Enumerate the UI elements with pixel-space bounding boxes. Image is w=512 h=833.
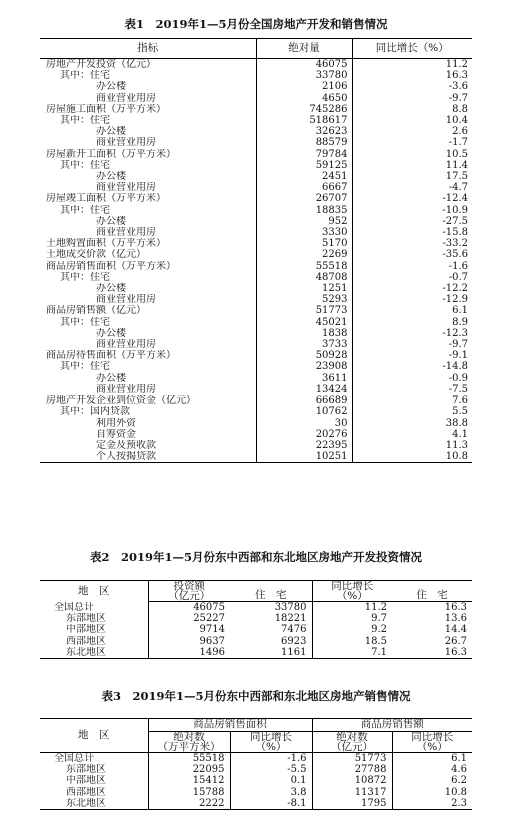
table1-row — [40, 328, 472, 339]
table2-row-region: 全国总计 — [54, 601, 94, 613]
table1-row-value: 1251 — [256, 283, 352, 294]
table1-row-growth: 11.4 — [352, 160, 472, 171]
table2-row-growth-residential: 13.6 — [444, 613, 467, 625]
table2-row-residential: 1161 — [281, 646, 307, 658]
table1-header-absolute: 绝对量 — [256, 39, 352, 59]
table1-row — [40, 373, 472, 384]
table1-row-label: 其中：住宅 — [60, 316, 110, 328]
table1-row-growth: -12.3 — [352, 328, 472, 339]
table1-row — [40, 59, 472, 71]
table2-row — [40, 647, 472, 659]
table1-row — [40, 294, 472, 305]
table1-row-label: 办公楼 — [96, 171, 126, 183]
table1-row-value: 13424 — [256, 384, 352, 395]
table1-row — [40, 283, 472, 294]
table2-row — [40, 636, 472, 647]
table1-row — [40, 227, 472, 238]
table1-header-growth: 同比增长（%） — [352, 39, 472, 59]
table3-row-area: 15788 — [148, 787, 230, 798]
table1-row — [40, 406, 472, 417]
table1-row — [40, 440, 472, 451]
table1-row-label: 办公楼 — [96, 126, 126, 138]
table1-row-value: 50928 — [256, 350, 352, 361]
table1-row-label: 办公楼 — [96, 81, 126, 93]
table2-row-region: 东部地区 — [66, 613, 106, 625]
table1-row-growth: -12.9 — [352, 294, 472, 305]
table1-row-growth: -9.7 — [352, 93, 472, 104]
table2 — [40, 580, 472, 659]
table2-row-residential: 18221 — [274, 613, 307, 625]
table1-row-value: 45021 — [256, 317, 352, 328]
table3-row — [40, 798, 472, 810]
table1-row-growth: 8.9 — [352, 317, 472, 328]
table1-row-label: 其中：住宅 — [60, 115, 110, 127]
table1-row-value: 59125 — [256, 160, 352, 171]
table3-row-sales: 27788 — [312, 764, 392, 775]
table1-row — [40, 317, 472, 328]
table1-row — [40, 305, 472, 316]
table1-row-value: 79784 — [256, 149, 352, 160]
table1-row-label: 其中：住宅 — [60, 271, 110, 283]
table1-row-value: 88579 — [256, 137, 352, 148]
table2-row-investment: 1496 — [148, 647, 230, 659]
table3-row — [40, 787, 472, 798]
table1-row-value: 518617 — [256, 115, 352, 126]
table1-row-value: 51773 — [256, 305, 352, 316]
table1-row-growth: 38.8 — [352, 418, 472, 429]
table1-row-label: 房屋新开工面积（万平方米） — [46, 148, 176, 160]
table1-row-label: 商业营业用房 — [96, 383, 156, 395]
table3-row-area-growth: 0.1 — [230, 775, 312, 786]
table3-row-area-growth: -8.1 — [230, 798, 312, 810]
table3-body — [40, 753, 472, 810]
table3-row-region: 西部地区 — [66, 786, 106, 798]
table3-row-sales: 1795 — [312, 798, 392, 810]
table3-header-region: 地 区 — [40, 719, 148, 753]
table1-row — [40, 182, 472, 193]
table2-row-region: 中部地区 — [66, 624, 106, 636]
table3-title: 表3 2019年1—5月份东中西部和东北地区房地产销售情况 — [101, 689, 411, 703]
table3-row — [40, 775, 472, 786]
table1-row-growth: -9.1 — [352, 350, 472, 361]
table1-row-label: 房地产开发投资（亿元） — [46, 59, 156, 70]
table1-row-growth: 4.1 — [352, 429, 472, 440]
table3-row-region: 东北地区 — [66, 797, 106, 809]
table1-row-value: 33780 — [256, 70, 352, 81]
table1-row-value: 26707 — [256, 193, 352, 204]
table1-row-value: 18835 — [256, 205, 352, 216]
table1-row-value: 30 — [256, 418, 352, 429]
table1-row-label: 其中：住宅 — [60, 361, 110, 373]
table1-row-label: 利用外资 — [96, 417, 136, 429]
table3-row-region: 全国总计 — [54, 753, 94, 764]
table1-row-growth: 7.6 — [352, 395, 472, 406]
table3-row-sales-growth: 10.8 — [392, 787, 472, 798]
table3-row-region: 东部地区 — [66, 764, 106, 776]
table1-row-value: 5293 — [256, 294, 352, 305]
table1-row — [40, 70, 472, 81]
table1-row-label: 商品房销售额（亿元） — [46, 305, 146, 317]
table3 — [40, 718, 472, 810]
table2-row-region: 东北地区 — [66, 646, 106, 658]
table2-row-residential: 7476 — [281, 624, 307, 636]
table1-row-growth: 11.2 — [352, 59, 472, 71]
table1-row-label: 商业营业用房 — [96, 182, 156, 194]
table1-row-label: 其中：住宅 — [60, 159, 110, 171]
table1-row — [40, 216, 472, 227]
table3-row-sales-growth: 6.1 — [392, 753, 472, 765]
table2-header-growth: 同比增长 （%） — [312, 581, 392, 602]
table1-row-label: 商业营业用房 — [96, 227, 156, 239]
table1-row-growth: -1.7 — [352, 137, 472, 148]
table1-row — [40, 115, 472, 126]
table1-row-growth: -0.9 — [352, 373, 472, 384]
table1-row-label: 其中：国内贷款 — [60, 406, 130, 418]
table1-row — [40, 451, 472, 463]
table1-row-growth: 11.3 — [352, 440, 472, 451]
table1-row-value: 46075 — [256, 59, 352, 71]
table2-row — [40, 613, 472, 624]
table3-header-sales-growth: 同比增长 （%） — [392, 732, 472, 753]
table3-row-area: 22095 — [148, 764, 230, 775]
table1-row-value: 32623 — [256, 126, 352, 137]
table1-row-growth: 16.3 — [352, 70, 472, 81]
table2-header-region: 地 区 — [78, 584, 110, 597]
table1-row-label: 商业营业用房 — [96, 294, 156, 306]
table3-row — [40, 753, 472, 765]
table2-row-growth-residential: 16.3 — [444, 602, 467, 613]
table1-row-label: 办公楼 — [96, 283, 126, 295]
table3-row-area: 2222 — [148, 798, 230, 810]
table1-row-growth: -14.8 — [352, 361, 472, 372]
table3-row-area-growth: 3.8 — [230, 787, 312, 798]
table3-row-area: 55518 — [148, 753, 230, 765]
table1-row-label: 其中：住宅 — [60, 204, 110, 216]
table1-row-growth: -35.6 — [352, 249, 472, 260]
table1-row-label: 办公楼 — [96, 327, 126, 339]
table1-row — [40, 395, 472, 406]
table1-row-value: 20276 — [256, 429, 352, 440]
table1-row-value: 3611 — [256, 373, 352, 384]
table1-row — [40, 126, 472, 137]
table1-row-growth: 5.5 — [352, 406, 472, 417]
table1-row-value: 23908 — [256, 361, 352, 372]
table1-row-growth: 10.5 — [352, 149, 472, 160]
table2-row-investment: 25227 — [148, 613, 230, 624]
table1-row-label: 房地产开发企业到位资金（亿元） — [46, 395, 196, 407]
table1-row — [40, 429, 472, 440]
table3-header-sales-abs: 绝对数 （亿元） — [312, 732, 392, 753]
table3-row-area: 15412 — [148, 775, 230, 786]
table1-row-label: 商业营业用房 — [96, 92, 156, 104]
table2-row — [40, 624, 472, 635]
table2-row-residential: 33780 — [274, 602, 307, 613]
table1-row-growth: -12.4 — [352, 193, 472, 204]
table1-row-growth: -3.6 — [352, 81, 472, 92]
table1-row-label: 自筹资金 — [96, 428, 136, 440]
table1-row — [40, 384, 472, 395]
table3-row-region: 中部地区 — [66, 775, 106, 787]
table1-row — [40, 272, 472, 283]
table1-row — [40, 418, 472, 429]
table3-row-sales-growth: 4.6 — [392, 764, 472, 775]
table1-row-value: 5170 — [256, 238, 352, 249]
table3-header-area-abs: 绝对数 （万平方米） — [148, 732, 230, 753]
table3-row-sales-growth: 2.3 — [392, 798, 472, 810]
table1-row-growth: 10.4 — [352, 115, 472, 126]
table1-row-growth: -27.5 — [352, 216, 472, 227]
table1-row-value: 3733 — [256, 339, 352, 350]
table1-row-value: 22395 — [256, 440, 352, 451]
table1-row-growth: -7.5 — [352, 384, 472, 395]
table2-row — [40, 602, 472, 614]
table1-row-label: 商品房待售面积（万平方米） — [46, 350, 176, 362]
table1-body — [40, 59, 472, 463]
table1-row-value: 4650 — [256, 93, 352, 104]
table2-header-residential: 住 宅 — [255, 588, 287, 601]
table1-row-value: 3330 — [256, 227, 352, 238]
table1-row — [40, 104, 472, 115]
table1 — [40, 38, 472, 463]
table1-row — [40, 361, 472, 372]
table3-row-sales: 51773 — [312, 753, 392, 765]
table1-row-growth: -0.7 — [352, 272, 472, 283]
table1-row — [40, 149, 472, 160]
table1-row-label: 办公楼 — [96, 372, 126, 384]
table1-row-value: 48708 — [256, 272, 352, 283]
table1-row — [40, 171, 472, 182]
table2-row-growth: 9.2 — [312, 624, 392, 635]
table1-row — [40, 137, 472, 148]
table1-row — [40, 350, 472, 361]
table1-row-value: 10251 — [256, 451, 352, 463]
table2-header-growth-residential: 住 宅 — [416, 588, 448, 601]
table2-row-growth-residential: 14.4 — [444, 624, 467, 636]
table1-row-growth: 10.8 — [352, 451, 472, 463]
table2-title: 表2 2019年1—5月份东中西部和东北地区房地产开发投资情况 — [89, 550, 422, 564]
table1-row-value: 55518 — [256, 261, 352, 272]
table3-row-area-growth: -1.6 — [230, 753, 312, 765]
table1-row-value: 952 — [256, 216, 352, 227]
table1-row-label: 商品房销售面积（万平方米） — [46, 260, 176, 272]
table1-row — [40, 160, 472, 171]
table1-title: 表1 2019年1—5月份全国房地产开发和销售情况 — [124, 17, 388, 31]
table2-row-growth: 11.2 — [312, 602, 392, 614]
table2-row-investment: 46075 — [148, 602, 230, 614]
table1-row-growth: 17.5 — [352, 171, 472, 182]
table1-row-label: 土地购置面积（万平方米） — [46, 238, 166, 250]
table1-row-growth: -33.2 — [352, 238, 472, 249]
table1-row — [40, 238, 472, 249]
table3-row-sales: 10872 — [312, 775, 392, 786]
table2-row-growth: 7.1 — [312, 647, 392, 659]
table1-row-growth: -15.8 — [352, 227, 472, 238]
table1-row-label: 定金及预收款 — [96, 439, 156, 451]
table2-row-region: 西部地区 — [66, 635, 106, 647]
table3-header-area-growth: 同比增长 （%） — [230, 732, 312, 753]
table2-row-growth: 9.7 — [312, 613, 392, 624]
table1-row — [40, 249, 472, 260]
table3-header-sales-group: 商品房销售额 — [312, 719, 472, 732]
table3-row — [40, 764, 472, 775]
table3-row-area-growth: -5.5 — [230, 764, 312, 775]
table1-row — [40, 205, 472, 216]
table1-row-value: 6667 — [256, 182, 352, 193]
table1-row-label: 办公楼 — [96, 215, 126, 227]
table1-row-growth: -1.6 — [352, 261, 472, 272]
table1-row-label: 商业营业用房 — [96, 137, 156, 149]
table1-row — [40, 339, 472, 350]
table1-row-growth: -4.7 — [352, 182, 472, 193]
table1-header-indicator: 指标 — [40, 39, 256, 59]
table1-row-growth: -9.7 — [352, 339, 472, 350]
table1-row-value: 745286 — [256, 104, 352, 115]
table1-row-label: 商业营业用房 — [96, 339, 156, 351]
table2-body — [40, 602, 472, 659]
table1-row-growth: 8.8 — [352, 104, 472, 115]
table1-row — [40, 261, 472, 272]
table2-header-investment: 投资额 （亿元） — [148, 581, 230, 602]
table1-row-growth: 6.1 — [352, 305, 472, 316]
table1-row — [40, 93, 472, 104]
table1-row-label: 房屋施工面积（万平方米） — [46, 103, 166, 115]
table1-row-label: 其中：住宅 — [60, 70, 110, 82]
table1-row-label: 个人按揭贷款 — [96, 451, 156, 463]
table2-row-investment: 9637 — [148, 636, 230, 647]
table2-row-growth: 18.5 — [312, 636, 392, 647]
table1-row-growth: 2.6 — [352, 126, 472, 137]
table3-row-sales: 11317 — [312, 787, 392, 798]
table2-row-growth-residential: 26.7 — [444, 635, 467, 647]
table1-row — [40, 81, 472, 92]
table1-row — [40, 193, 472, 204]
table2-row-growth-residential: 16.3 — [444, 646, 467, 658]
table3-header-area-group: 商品房销售面积 — [148, 719, 312, 732]
table1-row-value: 2269 — [256, 249, 352, 260]
table1-row-value: 2106 — [256, 81, 352, 92]
table3-row-sales-growth: 6.2 — [392, 775, 472, 786]
table2-row-investment: 9714 — [148, 624, 230, 635]
table1-row-label: 房屋竣工面积（万平方米） — [46, 193, 166, 205]
table1-row-label: 土地成交价款（亿元） — [46, 249, 146, 261]
table1-row-value: 1838 — [256, 328, 352, 339]
table1-row-value: 2451 — [256, 171, 352, 182]
table1-row-value: 10762 — [256, 406, 352, 417]
table1-header-row — [40, 39, 472, 59]
table1-row-growth: -10.9 — [352, 205, 472, 216]
table1-row-value: 66689 — [256, 395, 352, 406]
table1-row-growth: -12.2 — [352, 283, 472, 294]
table2-row-residential: 6923 — [281, 635, 307, 647]
